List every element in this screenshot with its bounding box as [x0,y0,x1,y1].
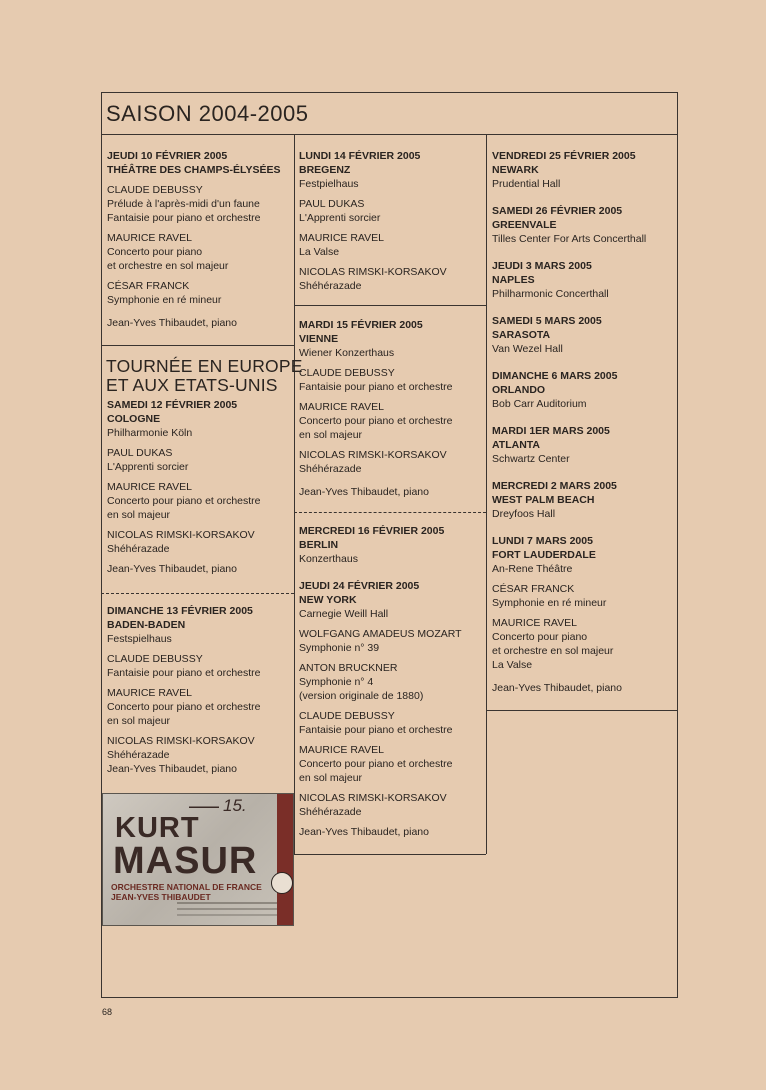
concert-venue: Tilles Center For Arts Concerthall [492,233,647,245]
col3-bottom [486,710,678,711]
poster-logo-icon [271,872,293,894]
composer: CÉSAR FRANCK [492,583,575,595]
concert-date: JEUDI 10 FÉVRIER 2005 [107,150,228,162]
concert-venue: Konzerthaus [299,553,358,565]
soloist: Jean-Yves Thibaudet, piano [107,563,237,575]
col2-divider-a [294,305,486,306]
work: et orchestre en sol majeur [107,260,229,272]
concert-city: WEST PALM BEACH [492,494,595,506]
composer: NICOLAS RIMSKI-KORSAKOV [299,266,447,278]
concert-date: SAMEDI 26 FÉVRIER 2005 [492,205,623,217]
concert-baden [107,604,292,776]
concert-city: FORT LAUDERDALE [492,549,596,561]
concert-city: NAPLES [492,274,535,286]
soloist: Jean-Yves Thibaudet, piano [299,486,429,498]
work: Shéhérazade [107,749,170,761]
poster-credits [111,882,262,902]
concert-greenvale [492,204,676,246]
composer: ANTON BRUCKNER [299,662,398,674]
concert-date: DIMANCHE 6 MARS 2005 [492,370,618,382]
composer: CLAUDE DEBUSSY [107,653,203,665]
concert-city: ORLANDO [492,384,546,396]
work: Fantaisie pour piano et orchestre [107,212,261,224]
concert-date: SAMEDI 12 FÉVRIER 2005 [107,399,238,411]
concert-date: JEUDI 3 MARS 2005 [492,260,592,272]
work: L'Apprenti sorcier [299,212,381,224]
composer: MAURICE RAVEL [299,744,384,756]
work: Symphonie en ré mineur [492,597,607,609]
col2-dashed [294,512,486,513]
concert-city: BADEN-BADEN [107,619,186,631]
concert-date: LUNDI 7 MARS 2005 [492,535,593,547]
work: Concerto pour piano et orchestre [299,415,453,427]
poster-name-1: KURT [115,812,200,844]
poster-red-strip [277,794,293,926]
page-number: 68 [102,1007,113,1017]
poster-date: 15. [223,796,247,815]
concert-city: GREENVALE [492,219,557,231]
concert-poster [102,793,294,926]
col-divider-2 [486,134,487,854]
work: Fantaisie pour piano et orchestre [299,381,453,393]
composer: MAURICE RAVEL [107,232,192,244]
work: et orchestre en sol majeur [492,645,614,657]
concert-date: MERCREDI 2 MARS 2005 [492,480,617,492]
composer: MAURICE RAVEL [299,232,384,244]
composer: CÉSAR FRANCK [107,280,190,292]
us-tour-list [492,149,676,695]
work: L'Apprenti sorcier [107,461,189,473]
work: Shéhérazade [107,543,170,555]
work: Fantaisie pour piano et orchestre [299,724,453,736]
concert-vienne [299,318,484,499]
concert-naples [492,259,676,301]
work: Symphonie n° 39 [299,642,380,654]
concert-fort-lauderdale [492,534,676,576]
tour-line-2: ET AUX ETATS-UNIS [106,375,278,395]
concert-berlin [299,524,484,566]
composer: WOLFGANG AMADEUS MOZART [299,628,462,640]
work: Shéhérazade [299,280,362,292]
composer: MAURICE RAVEL [492,617,577,629]
concert-venue: Bob Carr Auditorium [492,398,587,410]
concert-venue: Festspielhaus [107,633,172,645]
composer: NICOLAS RIMSKI-KORSAKOV [299,449,447,461]
work: en sol majeur [107,715,171,727]
concert-venue: Prudential Hall [492,178,561,190]
work: Shéhérazade [299,463,362,475]
work: La Valse [299,246,340,258]
composer: MAURICE RAVEL [299,401,384,413]
tour-line-1: TOURNÉE EN EUROPE [106,356,303,376]
work: Fantaisie pour piano et orchestre [107,667,261,679]
concert-city: SARASOTA [492,329,551,341]
composer: CLAUDE DEBUSSY [107,184,203,196]
concert-venue: THÉÂTRE DES CHAMPS-ÉLYSÉES [107,164,281,176]
composer: NICOLAS RIMSKI-KORSAKOV [299,792,447,804]
soloist: Jean-Yves Thibaudet, piano [299,826,429,838]
concert-sarasota [492,314,676,356]
work: Concerto pour piano et orchestre [107,701,261,713]
work: en sol majeur [299,772,363,784]
concert-date: JEUDI 24 FÉVRIER 2005 [299,580,420,592]
poster-text-line [177,914,277,916]
concert-newyork [299,579,484,839]
work: (version originale de 1880) [299,690,424,702]
tour-heading [106,357,303,395]
concert-date: MARDI 1ER MARS 2005 [492,425,610,437]
concert-bregenz [299,149,484,293]
work: en sol majeur [299,429,363,441]
work: Prélude à l'après-midi d'un faune [107,198,260,210]
poster-soloist: JEAN-YVES THIBAUDET [111,892,211,902]
concert-venue: An-Rene Théâtre [492,563,573,575]
composer: MAURICE RAVEL [107,687,192,699]
composer: PAUL DUKAS [299,198,365,210]
work: Symphonie n° 4 [299,676,374,688]
soloist: Jean-Yves Thibaudet, piano [492,682,622,694]
concert-newark [492,149,676,191]
concert-city: COLOGNE [107,413,161,425]
concert-city: BREGENZ [299,164,351,176]
concert-date: VENDREDI 25 FÉVRIER 2005 [492,150,636,162]
concert-venue: Carnegie Weill Hall [299,608,389,620]
concert-venue: Schwartz Center [492,453,570,465]
composer: MAURICE RAVEL [107,481,192,493]
composer: NICOLAS RIMSKI-KORSAKOV [107,735,255,747]
concert-date: DIMANCHE 13 FÉVRIER 2005 [107,605,253,617]
concert-orlando [492,369,676,411]
work: Concerto pour piano et orchestre [299,758,453,770]
concert-west-palm-beach [492,479,676,521]
concert-venue: Festpielhaus [299,178,359,190]
concert-venue: Wiener Konzerthaus [299,347,395,359]
poster-orchestra: ORCHESTRE NATIONAL DE FRANCE [111,882,262,892]
poster-text-line [177,908,277,910]
concert-venue: Philharmonic Concerthall [492,288,609,300]
composer: CLAUDE DEBUSSY [299,710,395,722]
concert-venue: Philharmonie Köln [107,427,193,439]
concert-paris [107,149,292,330]
concert-city: NEW YORK [299,594,357,606]
col2-bottom [294,854,486,855]
concert-date: LUNDI 14 FÉVRIER 2005 [299,150,421,162]
work: Shéhérazade [299,806,362,818]
soloist: Jean-Yves Thibaudet, piano [107,317,237,329]
concert-city: BERLIN [299,539,339,551]
concert-date: SAMEDI 5 MARS 2005 [492,315,602,327]
concert-date: MERCREDI 16 FÉVRIER 2005 [299,525,445,537]
composer: PAUL DUKAS [107,447,173,459]
soloist: Jean-Yves Thibaudet, piano [107,763,237,775]
concert-cologne [107,398,292,576]
composer: CLAUDE DEBUSSY [299,367,395,379]
concert-city: VIENNE [299,333,339,345]
work: en sol majeur [107,509,171,521]
concert-city: ATLANTA [492,439,541,451]
composer: NICOLAS RIMSKI-KORSAKOV [107,529,255,541]
title-divider [101,134,678,135]
concert-atlanta [492,424,676,466]
col1-divider [101,345,294,346]
page-title: SAISON 2004-2005 [106,101,309,126]
concert-date: MARDI 15 FÉVRIER 2005 [299,319,423,331]
work: Symphonie en ré mineur [107,294,222,306]
poster-text-line [177,902,277,904]
work: La Valse [492,659,533,671]
work: Concerto pour piano [107,246,203,258]
concert-venue: Van Wezel Hall [492,343,563,355]
poster-name-2: MASUR [113,840,258,882]
poster-fine-print: ▬▬▬▬▬▬ [189,804,219,810]
work: Concerto pour piano et orchestre [107,495,261,507]
col1-dashed [101,593,294,594]
work: Concerto pour piano [492,631,588,643]
concert-venue: Dreyfoos Hall [492,508,556,520]
concert-city: NEWARK [492,164,539,176]
